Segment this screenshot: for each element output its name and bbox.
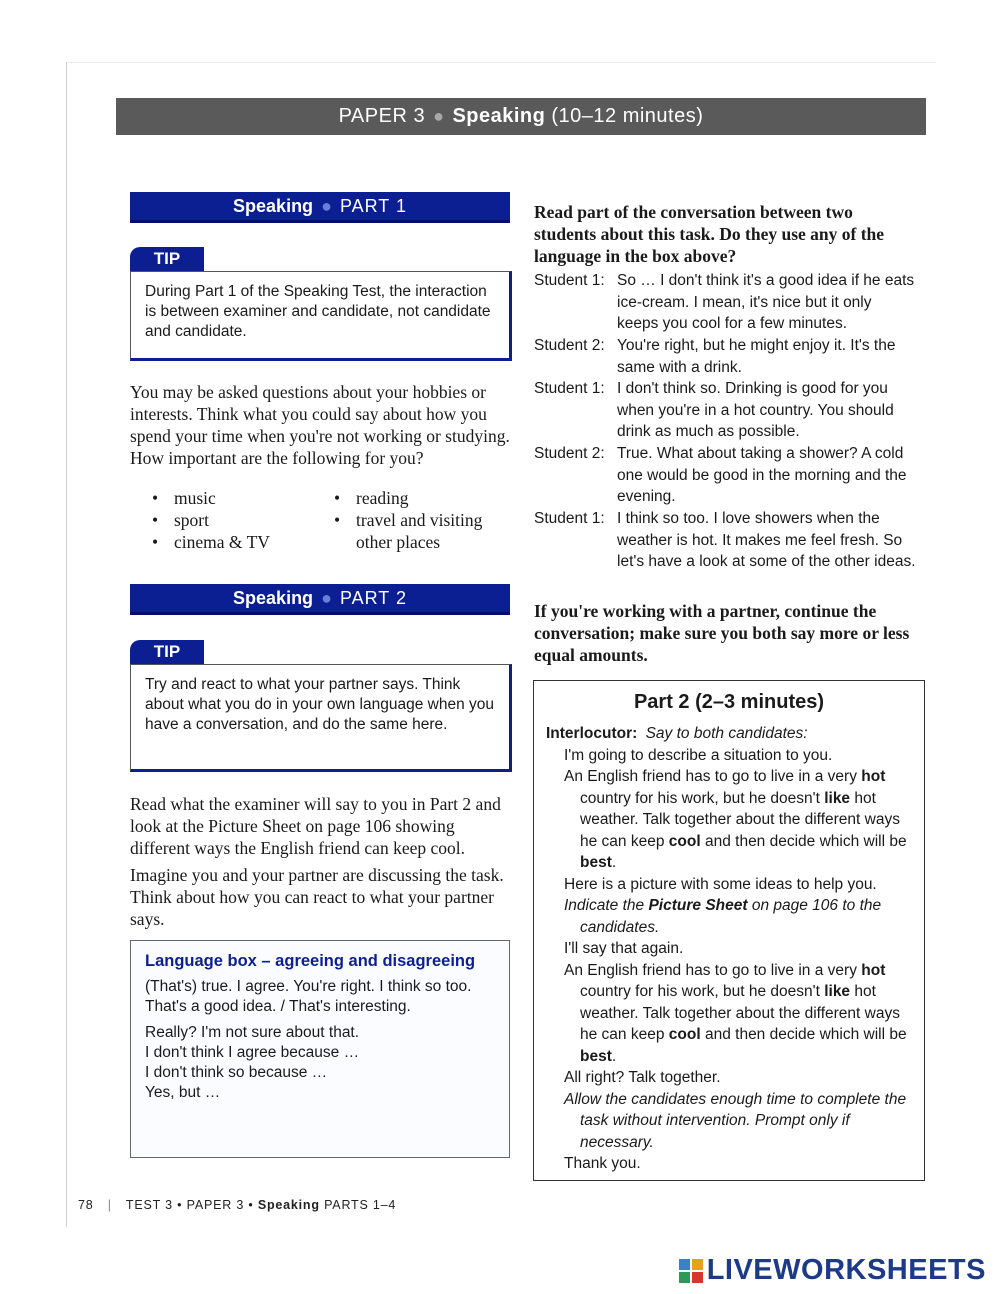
utterance: I don't think so. Drinking is good for you when you're in a hot country. You should drink as much as possible. [617, 380, 894, 441]
utterance: True. What about taking a shower? A cold one would be good in the morning and the evening. [617, 445, 907, 506]
language-phrase: I don't think I agree because … [145, 1044, 360, 1061]
tip-box-part2 [130, 664, 512, 772]
section-title: Speaking [233, 587, 314, 608]
tip-label: TIP [130, 247, 204, 271]
section-title: Speaking [233, 195, 314, 216]
bullet-icon: • [177, 1198, 187, 1212]
logo-mark-icon [679, 1259, 703, 1283]
script-line: Here is a picture with some ideas to help you. [564, 875, 877, 893]
script-instruction: Indicate the Picture Sheet on page 106 to the candidates. [564, 897, 882, 936]
script-line: I'm going to describe a situation to you. [564, 746, 833, 764]
conversation [534, 270, 920, 600]
language-phrase: Yes, but … [145, 1084, 221, 1101]
banner-duration: (10–12 minutes) [551, 105, 704, 127]
examiner-title: Part 2 (2–3 minutes) [633, 691, 825, 713]
footer-divider: | [107, 1198, 112, 1212]
interlocutor-label: Interlocutor: [546, 725, 638, 742]
footer-paper: PAPER 3 [186, 1198, 245, 1212]
speaker: Student 1: [534, 272, 605, 289]
section-part: PART 2 [339, 587, 407, 608]
language-phrase: Really? I'm not sure about that. [145, 1024, 360, 1041]
language-phrase: I don't think so because … [145, 1064, 328, 1081]
tip-label: TIP [130, 640, 204, 664]
utterance: You're right, but he might enjoy it. It's the same with a drink. [617, 337, 896, 376]
bullet-icon: ● [321, 195, 332, 216]
conversation-outro: If you're working with a partner, continue the conversation; make sure you both say more or less equal amounts. [534, 601, 910, 665]
part2-para2: Imagine you and your partner are discussing the task. Think about how you can react to what your partner says. [130, 865, 504, 929]
banner-title: Speaking [452, 105, 546, 127]
bullet-icon: ● [433, 106, 445, 126]
language-box [130, 940, 510, 1158]
footer-parts: PARTS 1–4 [324, 1198, 397, 1212]
section-part: PART 1 [339, 195, 407, 216]
hobbies-list: • music • sport • cinema & TV • reading • travel and visiting other places [152, 488, 483, 552]
bullet-icon: ● [321, 587, 332, 608]
paper-banner [116, 98, 926, 135]
footer-section: Speaking [257, 1198, 320, 1212]
tip-box-part1 [130, 271, 512, 361]
examiner-script-box [533, 680, 925, 1181]
tip-text: Try and react to what your partner says. Think about what you do in your own language when you have a conversation, and do the same here. [145, 676, 494, 733]
script-instruction: Allow the candidates enough time to complete the task without intervention. Prompt only if necessary. [564, 1090, 907, 1151]
bullet-icon: • [248, 1198, 258, 1212]
script-line: I'll say that again. [564, 940, 684, 957]
speaker: Student 1: [534, 510, 605, 527]
footer-test: TEST 3 [125, 1198, 173, 1212]
part2-para1: Read what the examiner will say to you in Part 2 and look at the Picture Sheet on page 106 showing different ways the English friend can keep cool. [130, 794, 501, 858]
part1-intro: You may be asked questions about your hobbies or interests. Think what you could say about how you spend your time when you're not working or studying. How important are the following for you? [130, 382, 510, 468]
script-line: All right? Talk together. [564, 1069, 721, 1086]
speaker: Student 2: [534, 337, 605, 354]
section-header-part2 [130, 584, 510, 615]
script-situation: An English friend has to go to live in a very hot country for his work, but he doesn't like hot weather. Talk together about the different ways he can keep cool and then decide which will be best. [564, 768, 907, 871]
speaker: Student 2: [534, 445, 605, 462]
utterance: So … I don't think it's a good idea if he eats ice-cream. I mean, it's nice but it only keeps you cool for a few minutes. [617, 272, 915, 333]
page-number: 78 [78, 1198, 94, 1212]
page-margin-rule [66, 62, 67, 1227]
brand-name: LIVEWORKSHEETS [706, 1254, 986, 1286]
language-box-heading: Language box – agreeing and disagreeing [145, 952, 476, 970]
liveworksheets-logo [679, 1254, 986, 1287]
banner-paper: PAPER 3 [338, 105, 426, 127]
utterance: I think so too. I love showers when the weather is hot. It makes me feel fresh. So let's have a look at some of the other ideas. [617, 510, 916, 571]
speaker: Student 1: [534, 380, 605, 397]
section-header-part1 [130, 192, 510, 223]
page-footer [78, 1198, 578, 1212]
interlocutor-instruction: Say to both candidates: [645, 725, 808, 742]
language-phrase: (That's) true. I agree. You're right. I think so too. [145, 978, 472, 995]
conversation-intro: Read part of the conversation between two students about this task. Do they use any of the language in the box above? [534, 202, 885, 266]
tip-text: During Part 1 of the Speaking Test, the interaction is between examiner and candidate, not candidate and candidate. [145, 283, 491, 340]
page-top-rule [66, 62, 936, 63]
script-line: Thank you. [564, 1155, 641, 1172]
script-situation: An English friend has to go to live in a very hot country for his work, but he doesn't like hot weather. Talk together about the different ways he can keep cool and then decide which will be best. [564, 961, 907, 1065]
language-phrase: That's a good idea. / That's interesting. [145, 998, 411, 1015]
